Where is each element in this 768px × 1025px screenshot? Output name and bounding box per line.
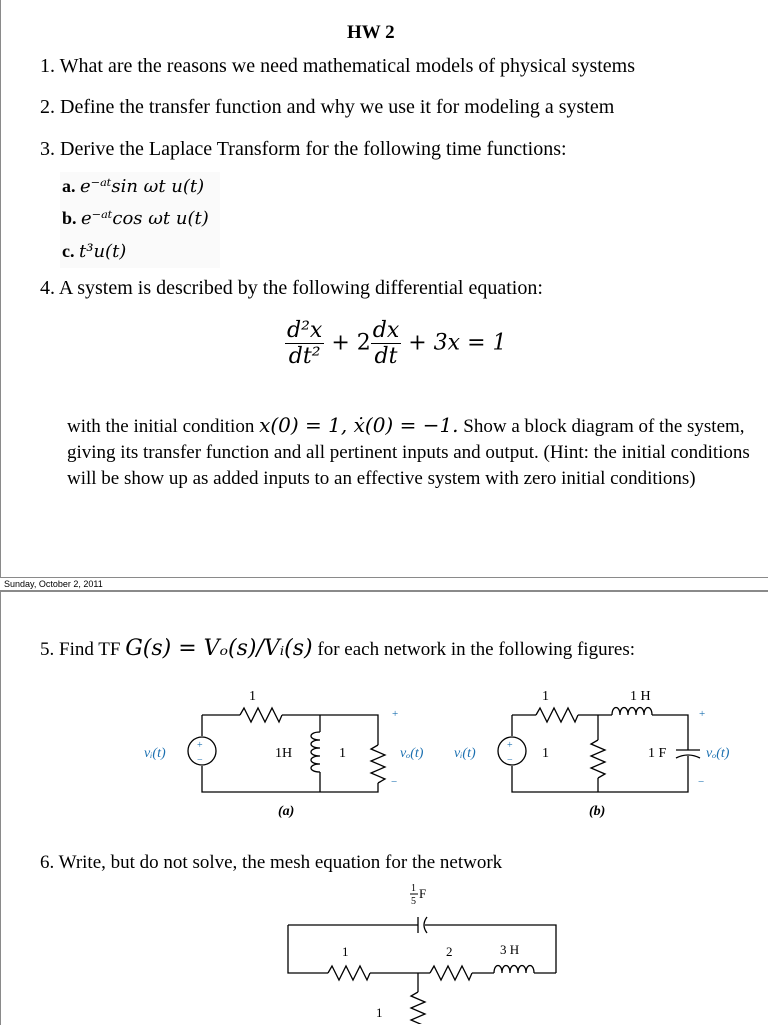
svg-text:+: + — [392, 708, 399, 720]
circuit-b-caption: (b) — [589, 804, 606, 819]
q4-condition: x(0) = 1, ẋ(0) = −1. — [259, 413, 459, 437]
svg-text:+: + — [197, 740, 203, 751]
circuit-a-caption: (a) — [278, 804, 295, 819]
q3-item-b-expr: e⁻ᵃᵗcos ωt u(t) — [81, 208, 209, 229]
circuit-6-inductor: 3 H — [500, 942, 520, 957]
svg-text:−: − — [698, 776, 705, 788]
svg-text:+: + — [507, 740, 513, 751]
circuit-6-cap-unit: F — [419, 886, 427, 901]
svg-text:−: − — [197, 755, 203, 766]
circuit-b-vin: vᵢ(t) — [454, 746, 476, 761]
circuit-b-inductor: 1 H — [630, 689, 651, 704]
circuit-6-r2: 2 — [446, 944, 453, 959]
resistor-b-series — [536, 708, 578, 722]
eq-term1-den: dt² — [288, 344, 321, 369]
svg-text:−: − — [507, 755, 513, 766]
q4-body-start: with the initial condition — [67, 416, 260, 437]
q3-item-a-label: a. — [62, 176, 76, 196]
circuit-a-vin: vᵢ(t) — [144, 746, 166, 761]
resistor-6-r1 — [328, 966, 370, 980]
circuit-b-r-series: 1 — [542, 689, 549, 704]
inductor-6 — [494, 966, 534, 974]
circuit-6-r3: 1 — [376, 1005, 383, 1020]
circuit-b-capacitor: 1 F — [648, 746, 667, 761]
svg-text:+: + — [699, 708, 706, 720]
question-3: 3. Derive the Laplace Transform for the following time functions: — [40, 138, 567, 160]
q3-item-b — [62, 208, 209, 229]
inductor-a — [311, 732, 320, 772]
circuit-b-r-shunt: 1 — [542, 746, 549, 761]
eq-term1-num: d²x — [287, 318, 323, 343]
inductor-b — [612, 708, 652, 716]
q3-item-c-expr: t³u(t) — [79, 241, 127, 262]
circuit-b — [450, 680, 762, 825]
q3-item-a — [62, 176, 204, 197]
q4-body-rest: Show a block diagram of the system, giving its transfer function and all pertinent inputs and output. (Hint: the initial conditions will be show up as added inputs to an effective system with zero initial conditions) — [67, 416, 750, 489]
eq-rest: + 3x = 1 — [408, 330, 507, 356]
date-footer: Sunday, October 2, 2011 — [4, 579, 103, 589]
question-2: 2. Define the transfer function and why we use it for modeling a system — [40, 96, 615, 118]
q3-item-c-label: c. — [62, 241, 75, 261]
eq-term2-num: dx — [372, 318, 400, 343]
circuit-a-r-series: 1 — [249, 689, 256, 704]
date-footer-strip — [0, 577, 768, 591]
circuit-6-cap-num: 1 — [411, 883, 416, 894]
q5-suffix: for each network in the following figures: — [312, 639, 636, 660]
circuit-a-inductor: 1H — [275, 746, 293, 761]
eq-plus2: + 2 — [331, 330, 371, 356]
eq-term2-den: dt — [374, 344, 398, 369]
q4-body — [67, 412, 767, 492]
question-1: 1. What are the reasons we need mathematical models of physical systems — [40, 55, 635, 77]
q5-formula: G(s) = Vₒ(s)/Vᵢ(s) — [125, 636, 313, 661]
svg-text:−: − — [391, 776, 398, 788]
differential-equation — [285, 318, 507, 369]
resistor-a-series — [240, 708, 282, 722]
circuit-b-vout: vₒ(t) — [706, 746, 730, 761]
circuit-6 — [280, 882, 580, 1024]
question-5 — [40, 636, 635, 661]
circuit-a-vout: vₒ(t) — [400, 746, 424, 761]
question-4: 4. A system is described by the following differential equation: — [40, 277, 543, 299]
circuit-6-r1: 1 — [342, 944, 349, 959]
circuit-a-r-shunt: 1 — [339, 746, 346, 761]
resistor-6-r2 — [430, 966, 472, 980]
resistor-b-shunt — [591, 740, 605, 778]
circuit-6-cap-den: 5 — [411, 896, 416, 907]
q3-item-a-expr: e⁻ᵃᵗsin ωt u(t) — [80, 176, 205, 197]
q3-item-c — [62, 241, 126, 262]
resistor-a-shunt — [371, 745, 385, 783]
q3-item-b-label: b. — [62, 208, 77, 228]
q5-prefix: 5. Find TF — [40, 639, 126, 660]
circuit-a — [140, 680, 440, 825]
hw-title: HW 2 — [347, 22, 395, 43]
question-6: 6. Write, but do not solve, the mesh equation for the network — [40, 852, 503, 873]
resistor-6-r3 — [411, 992, 425, 1024]
